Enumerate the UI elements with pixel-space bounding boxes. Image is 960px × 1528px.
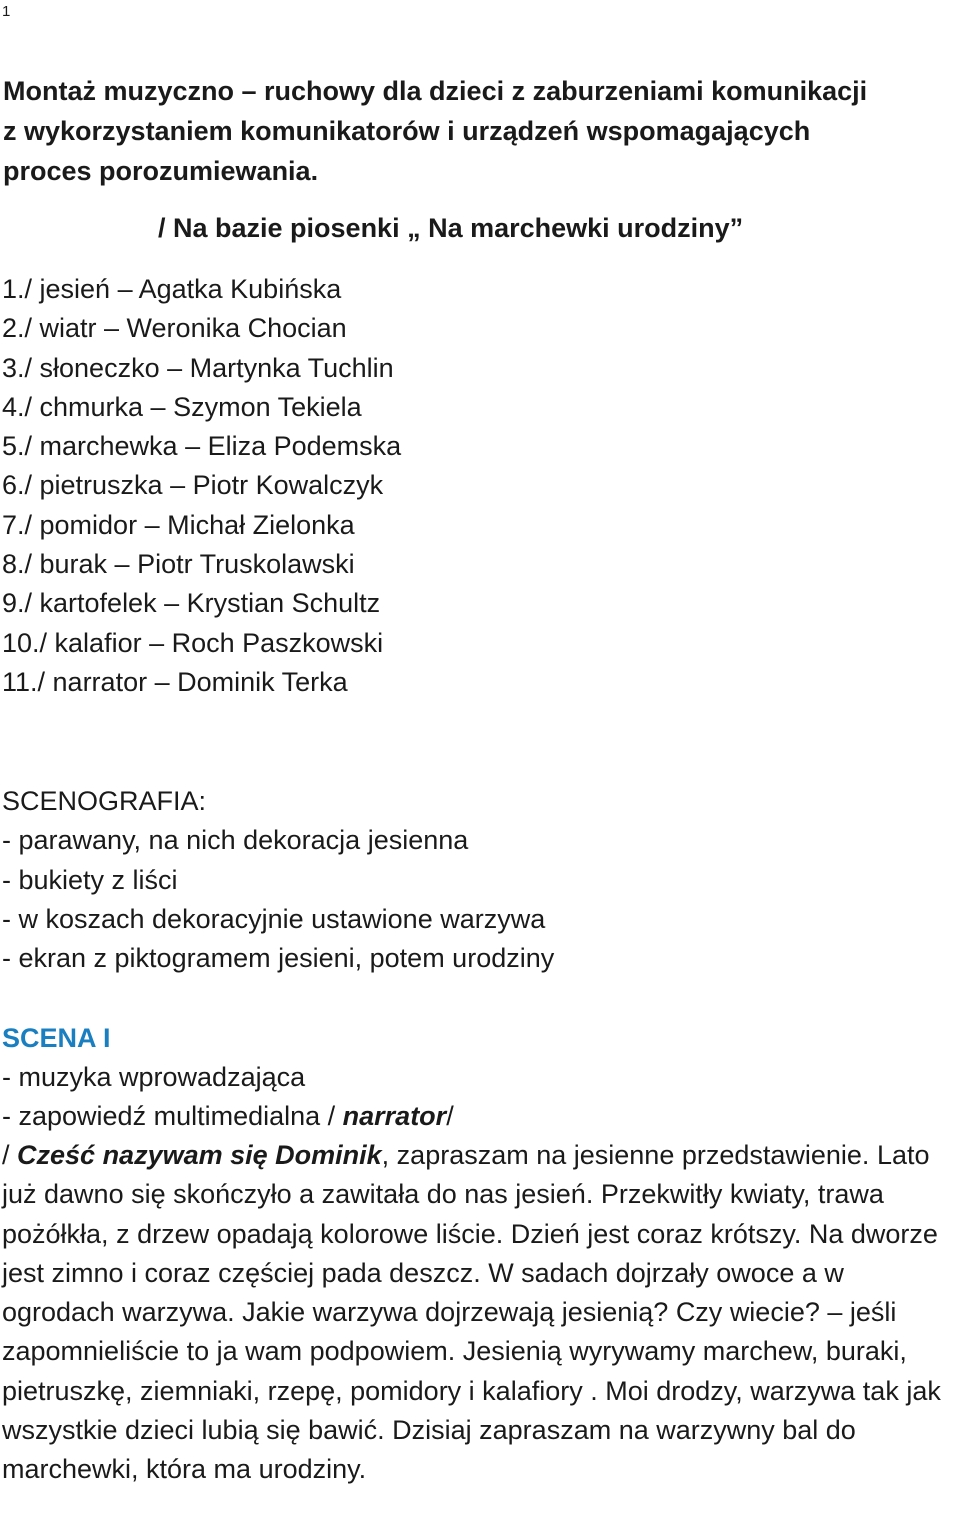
scenografia-item: - bukiety z liści: [2, 864, 178, 895]
cast-item: 10./ kalafior – Roch Paszkowski: [2, 627, 384, 658]
scene-direction-music: - muzyka wprowadzająca: [2, 1062, 306, 1092]
narration-text: , zapraszam na jesienne przedstawienie. Lato już dawno się skończyło a zawitała do nas jesień. Przekwitły kwiaty, trawa pożółkła, z drzew opadają kolorowe liście. Dzień jest coraz krótszy. Na dworze jest zimno i coraz częściej pada deszcz. W sadach dojrzały owoce a w ogrodach warzywa. Jakie warzywa dojrzewają jesienią? Czy wiecie? – jeśli zapomnieliście to ja wam podpowiem. Jesienią wyrywamy marchew, buraki, pietruszkę, ziemniaki, rzepę, pomidory i kalafiory . Moi drodzy, warzywa tak jak wszystkie dzieci lubią się bawić. Dzisiaj zapraszam na warzywny bal do marchewki, która ma urodziny.: [2, 1140, 941, 1485]
scenografia-item: - ekran z piktogramem jesieni, potem urodziny: [2, 943, 555, 974]
cast-item: 5./ marchewka – Eliza Podemska: [2, 431, 402, 462]
cast-item: 11./ narrator – Dominik Terka: [2, 666, 348, 697]
narration-open: /: [2, 1140, 18, 1170]
narration-emphasis: Cześć nazywam się Dominik: [17, 1140, 382, 1170]
scene-heading: SCENA I: [2, 1023, 111, 1053]
cast-item: 1./ jesień – Agatka Kubińska: [2, 274, 342, 304]
narrator-emphasis: narrator: [342, 1101, 447, 1132]
scenografia-heading: SCENOGRAFIA:: [2, 786, 207, 816]
title-line: z wykorzystaniem komunikatorów i urządzeń wspomagających: [3, 116, 811, 146]
cast-item: 2./ wiatr – Weronika Chocian: [2, 313, 347, 344]
scenografia-item: - parawany, na nich dekoracja jesienna: [2, 825, 469, 856]
cast-item: 4./ chmurka – Szymon Tekiela: [2, 391, 362, 422]
scene-directions: [2, 1058, 958, 1137]
page-number: 1: [2, 3, 11, 20]
cast-item: 8./ burak – Piotr Truskolawski: [2, 549, 355, 580]
scenografia-item: - w koszach dekoracyjnie ustawione warzywa: [2, 903, 546, 934]
cast-item: 9./ kartofelek – Krystian Schultz: [2, 588, 381, 619]
announcement-suffix: /: [446, 1101, 454, 1132]
document-subtitle: / Na bazie piosenki „ Na marchewki urodziny”: [158, 213, 744, 243]
cast-item: 7./ pomidor – Michał Zielonka: [2, 509, 355, 540]
document-title: [3, 71, 958, 191]
title-line: Montaż muzyczno – ruchowy dla dzieci z zaburzeniami komunikacji: [3, 76, 868, 106]
cast-item: 6./ pietruszka – Piotr Kowalczyk: [2, 470, 384, 501]
scenografia-section: [2, 782, 958, 978]
cast-list: [2, 270, 401, 702]
title-line: proces porozumiewania.: [3, 156, 319, 186]
narration-paragraph: [2, 1136, 960, 1490]
announcement-prefix: - zapowiedź multimedialna /: [2, 1101, 343, 1132]
scene-direction-announcement: [2, 1097, 958, 1136]
cast-item: 3./ słoneczko – Martynka Tuchlin: [2, 352, 394, 383]
